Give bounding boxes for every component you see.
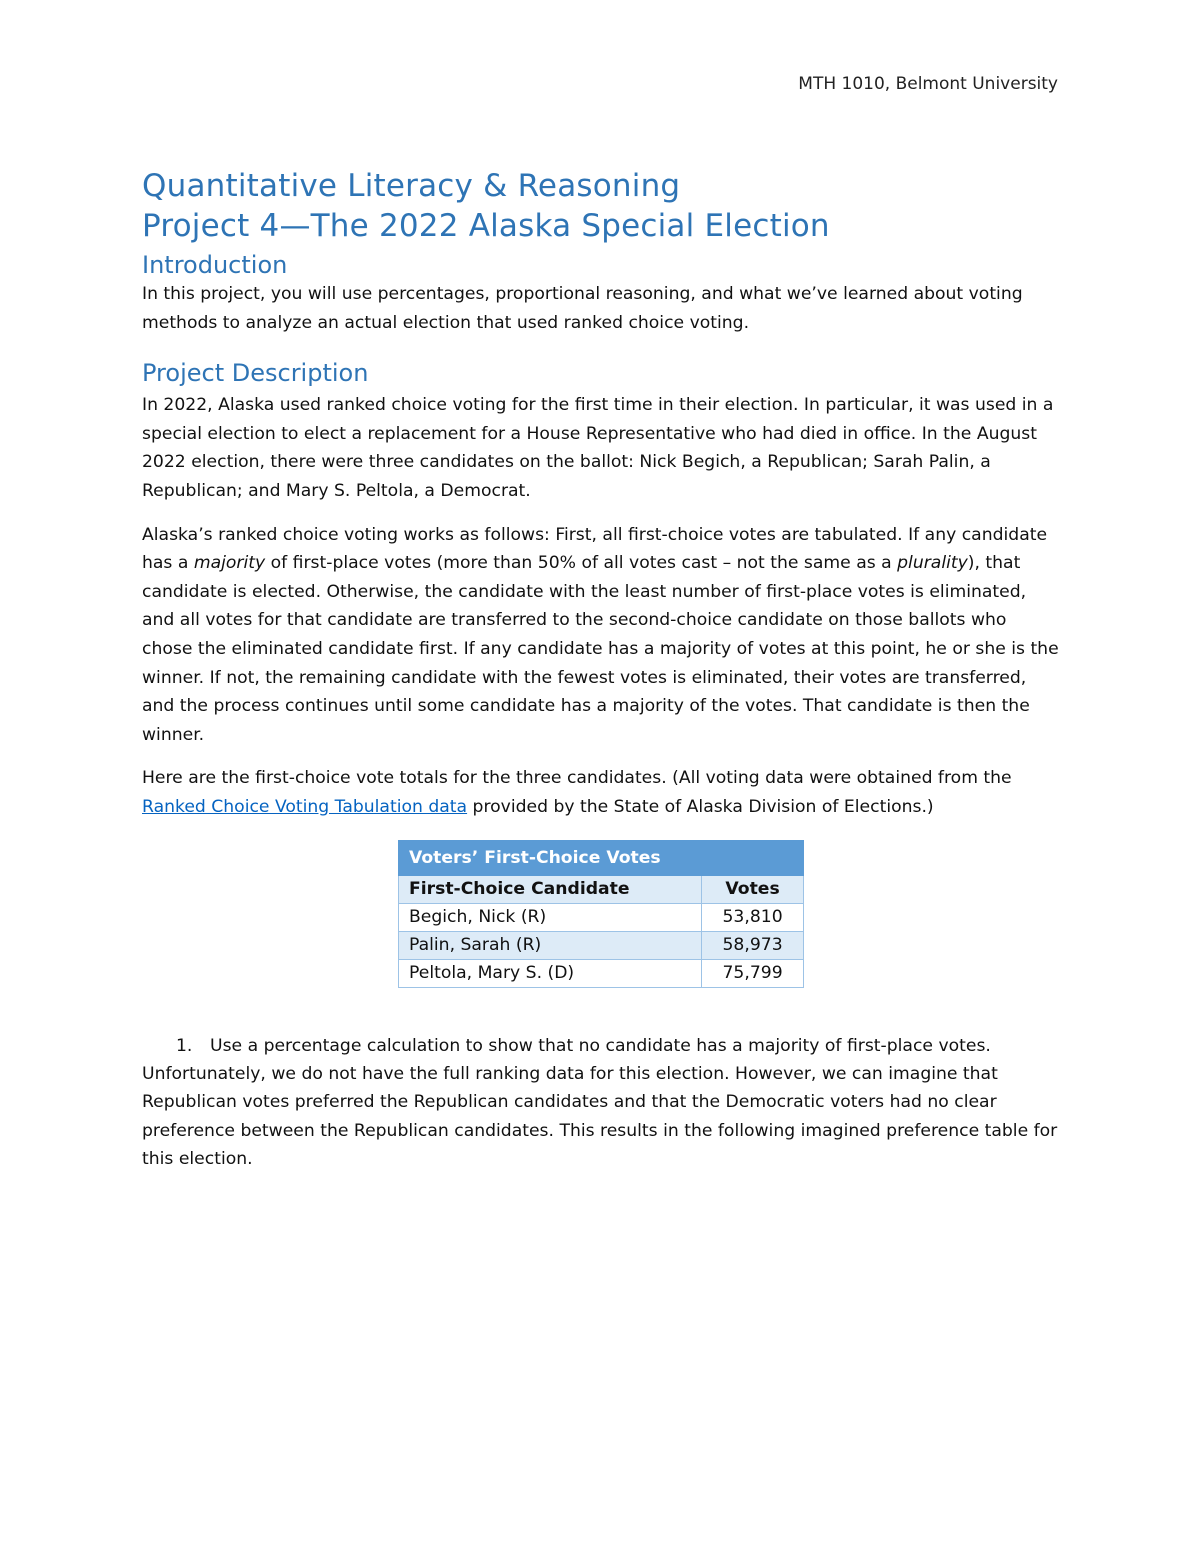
para3-text-a: Here are the first-choice vote totals for the three candidates. (All voting data were obtained from the bbox=[142, 768, 1012, 789]
votes-cell: 53,810 bbox=[702, 903, 804, 931]
question-item bbox=[142, 1032, 1060, 1060]
majority-emphasis: majority bbox=[193, 553, 266, 574]
introduction-heading: Introduction bbox=[142, 251, 288, 279]
page-header: MTH 1010, Belmont University bbox=[798, 74, 1058, 94]
document-body bbox=[142, 166, 1060, 1174]
column-header-candidate: First-Choice Candidate bbox=[399, 875, 702, 903]
para3-text-b: provided by the State of Alaska Division of Elections.) bbox=[467, 796, 934, 817]
title-line-1: Quantitative Literacy & Reasoning bbox=[142, 168, 681, 204]
votes-cell: 75,799 bbox=[702, 959, 804, 987]
description-paragraph-2 bbox=[142, 521, 1060, 750]
para2-text-a: Alaska’s ranked choice voting works as follows: First, all first-choice votes are tabulated. If any candidate has a bbox=[142, 524, 1048, 574]
first-choice-votes-table bbox=[398, 840, 804, 988]
first-choice-table-wrap bbox=[398, 840, 804, 988]
title-line-2: Project 4—The 2022 Alaska Special Election bbox=[142, 208, 830, 244]
question-text: Use a percentage calculation to show that no candidate has a majority of first-place votes. bbox=[210, 1035, 991, 1056]
description-paragraph-3 bbox=[142, 764, 1060, 821]
plurality-emphasis: plurality bbox=[897, 553, 968, 574]
project-description-heading: Project Description bbox=[142, 359, 369, 388]
table-row bbox=[399, 959, 804, 987]
page-title bbox=[142, 166, 1060, 246]
table-caption: Voters’ First-Choice Votes bbox=[399, 840, 804, 875]
table-row bbox=[399, 931, 804, 959]
column-header-votes: Votes bbox=[702, 875, 804, 903]
closing-paragraph: Unfortunately, we do not have the full ranking data for this election. However, we can imagine that Republican votes preferred the Republican candidates and that the Democratic voters had no clear preference between the Republican candidates. This results in the following imagined preference table for this election. bbox=[142, 1063, 1058, 1170]
votes-cell: 58,973 bbox=[702, 931, 804, 959]
candidate-cell: Palin, Sarah (R) bbox=[399, 931, 702, 959]
question-number: 1. bbox=[176, 1035, 193, 1056]
candidate-cell: Peltola, Mary S. (D) bbox=[399, 959, 702, 987]
description-paragraph-1: In 2022, Alaska used ranked choice voting for the first time in their election. In particular, it was used in a special election to elect a replacement for a House Representative who had died in office. In the August 2022 election, there were three candidates on the ballot: Nick Begich, a Republican; Sarah Palin, a Republican; and Mary S. Peltola, a Democrat. bbox=[142, 395, 1054, 501]
question-list bbox=[142, 1032, 1060, 1060]
introduction-text: In this project, you will use percentages, proportional reasoning, and what we’ve learned about voting methods to analyze an actual election that used ranked choice voting. bbox=[142, 284, 1023, 333]
para2-text-c: ), that candidate is elected. Otherwise, the candidate with the least number of first-place votes is eliminated, and all votes for that candidate are transferred to the second-choice candidate on those ballots who chose the eliminated candidate first. If any candidate has a majority of votes at this point, he or she is the winner. If not, the remaining candidate with the fewest votes is eliminated, their votes are transferred, and the process continues until some candidate has a majority of the votes. That candidate is then the winner. bbox=[142, 553, 1059, 745]
candidate-cell: Begich, Nick (R) bbox=[399, 903, 702, 931]
table-row bbox=[399, 903, 804, 931]
para2-text-b: of first-place votes (more than 50% of all votes cast – not the same as a bbox=[265, 553, 898, 574]
tabulation-data-link[interactable]: Ranked Choice Voting Tabulation data bbox=[142, 796, 468, 817]
